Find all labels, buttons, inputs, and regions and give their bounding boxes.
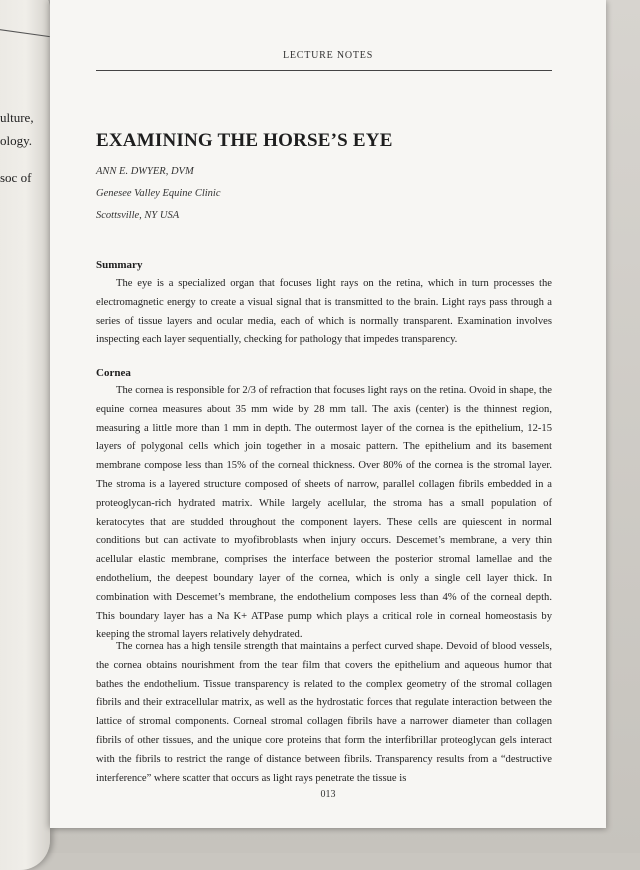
left-page-fragment: ology. xyxy=(0,133,33,148)
summary-paragraph: The eye is a specialized organ that focuses light rays on the retina, which in turn processes the electromagnetic energy to create a visual signal that is transmitted to the brain. Light rays pass through a series of tissue layers and ocular media, each of which is normally transparent. Examination involves inspecting each layer sequentially, checking for pathology that impedes transparency. xyxy=(96,278,552,346)
left-page-fragment: soc of xyxy=(0,170,32,185)
author-affiliation: Genesee Valley Equine Clinic xyxy=(96,188,221,199)
summary-heading: Summary xyxy=(96,259,143,271)
header-rule xyxy=(96,70,552,71)
cornea-paragraph-2: The cornea has a high tensile strength that maintains a perfect curved shape. Devoid of blood vessels, the cornea obtains nourishment from the tear film that covers the epithelium and aqueous humor that bathes the endothelium. Tissue transparency is related to the complex geometry of the stromal collagen fibrils and their extracellular matrix, as well as the hydrostatic forces that regulate interaction between the lattice of stromal components. Corneal stromal collagen fibrils have a narrower diameter than collagen fibrils of other tissues, and the unique core proteins that form the interfibrillar proteoglycan gels interact with the fibrils to restrict the range of distance between fibrils. Transparency results from a “destructive interference” where scatter that occurs as light rays penetrate the tissue is xyxy=(96,641,552,784)
document-page xyxy=(50,0,606,828)
running-head: LECTURE NOTES xyxy=(282,50,374,61)
left-page-fragment: ulture, xyxy=(0,110,34,125)
cornea-paragraph-1: The cornea is responsible for 2/3 of refraction that focuses light rays on the retina. Ovoid in shape, the equine cornea measures about 35 mm wide by 28 mm tall. The axis (center) is the thinnest region, measuring a little more than 1 mm in depth. The outermost layer of the cornea is the epithelium, 12-15 layers of polygonal cells which join together in a mosaic pattern. The epithelium and its basement membrane compose less than 15% of the corneal thickness. Over 80% of the cornea is the stromal layer. The stroma is a layered structure composed of sheets of narrow, parallel collagen fibrils embedded in a proteoglycan-rich hydrated matrix. While largely acellular, the stroma has a small population of keratocytes that are studded throughout the component layers. These cells are quiescent in normal conditions but can activate to myofibroblasts when injury occurs. Descemet’s membrane, a very thin acellular elastic membrane, comprises the interface between the posterior stromal lamellae and the endothelium, the deepest boundary layer of the cornea, which is only a single cell layer thick. In combination with Descemet’s membrane, the endothelium composes less than 4% of the corneal depth. This boundary layer has a Na K+ ATPase pump which plays a critical role in corneal homeostasis by keeping the stromal layers relatively dehydrated. xyxy=(96,385,552,641)
left-page-rule xyxy=(0,28,50,37)
author-location: Scottsville, NY USA xyxy=(96,210,180,221)
author-name: ANN E. DWYER, DVM xyxy=(96,166,194,177)
cornea-heading: Cornea xyxy=(96,367,131,379)
left-page-edge xyxy=(0,0,50,870)
page-number: 013 xyxy=(320,789,336,800)
article-title: EXAMINING THE HORSE’S EYE xyxy=(96,130,393,151)
